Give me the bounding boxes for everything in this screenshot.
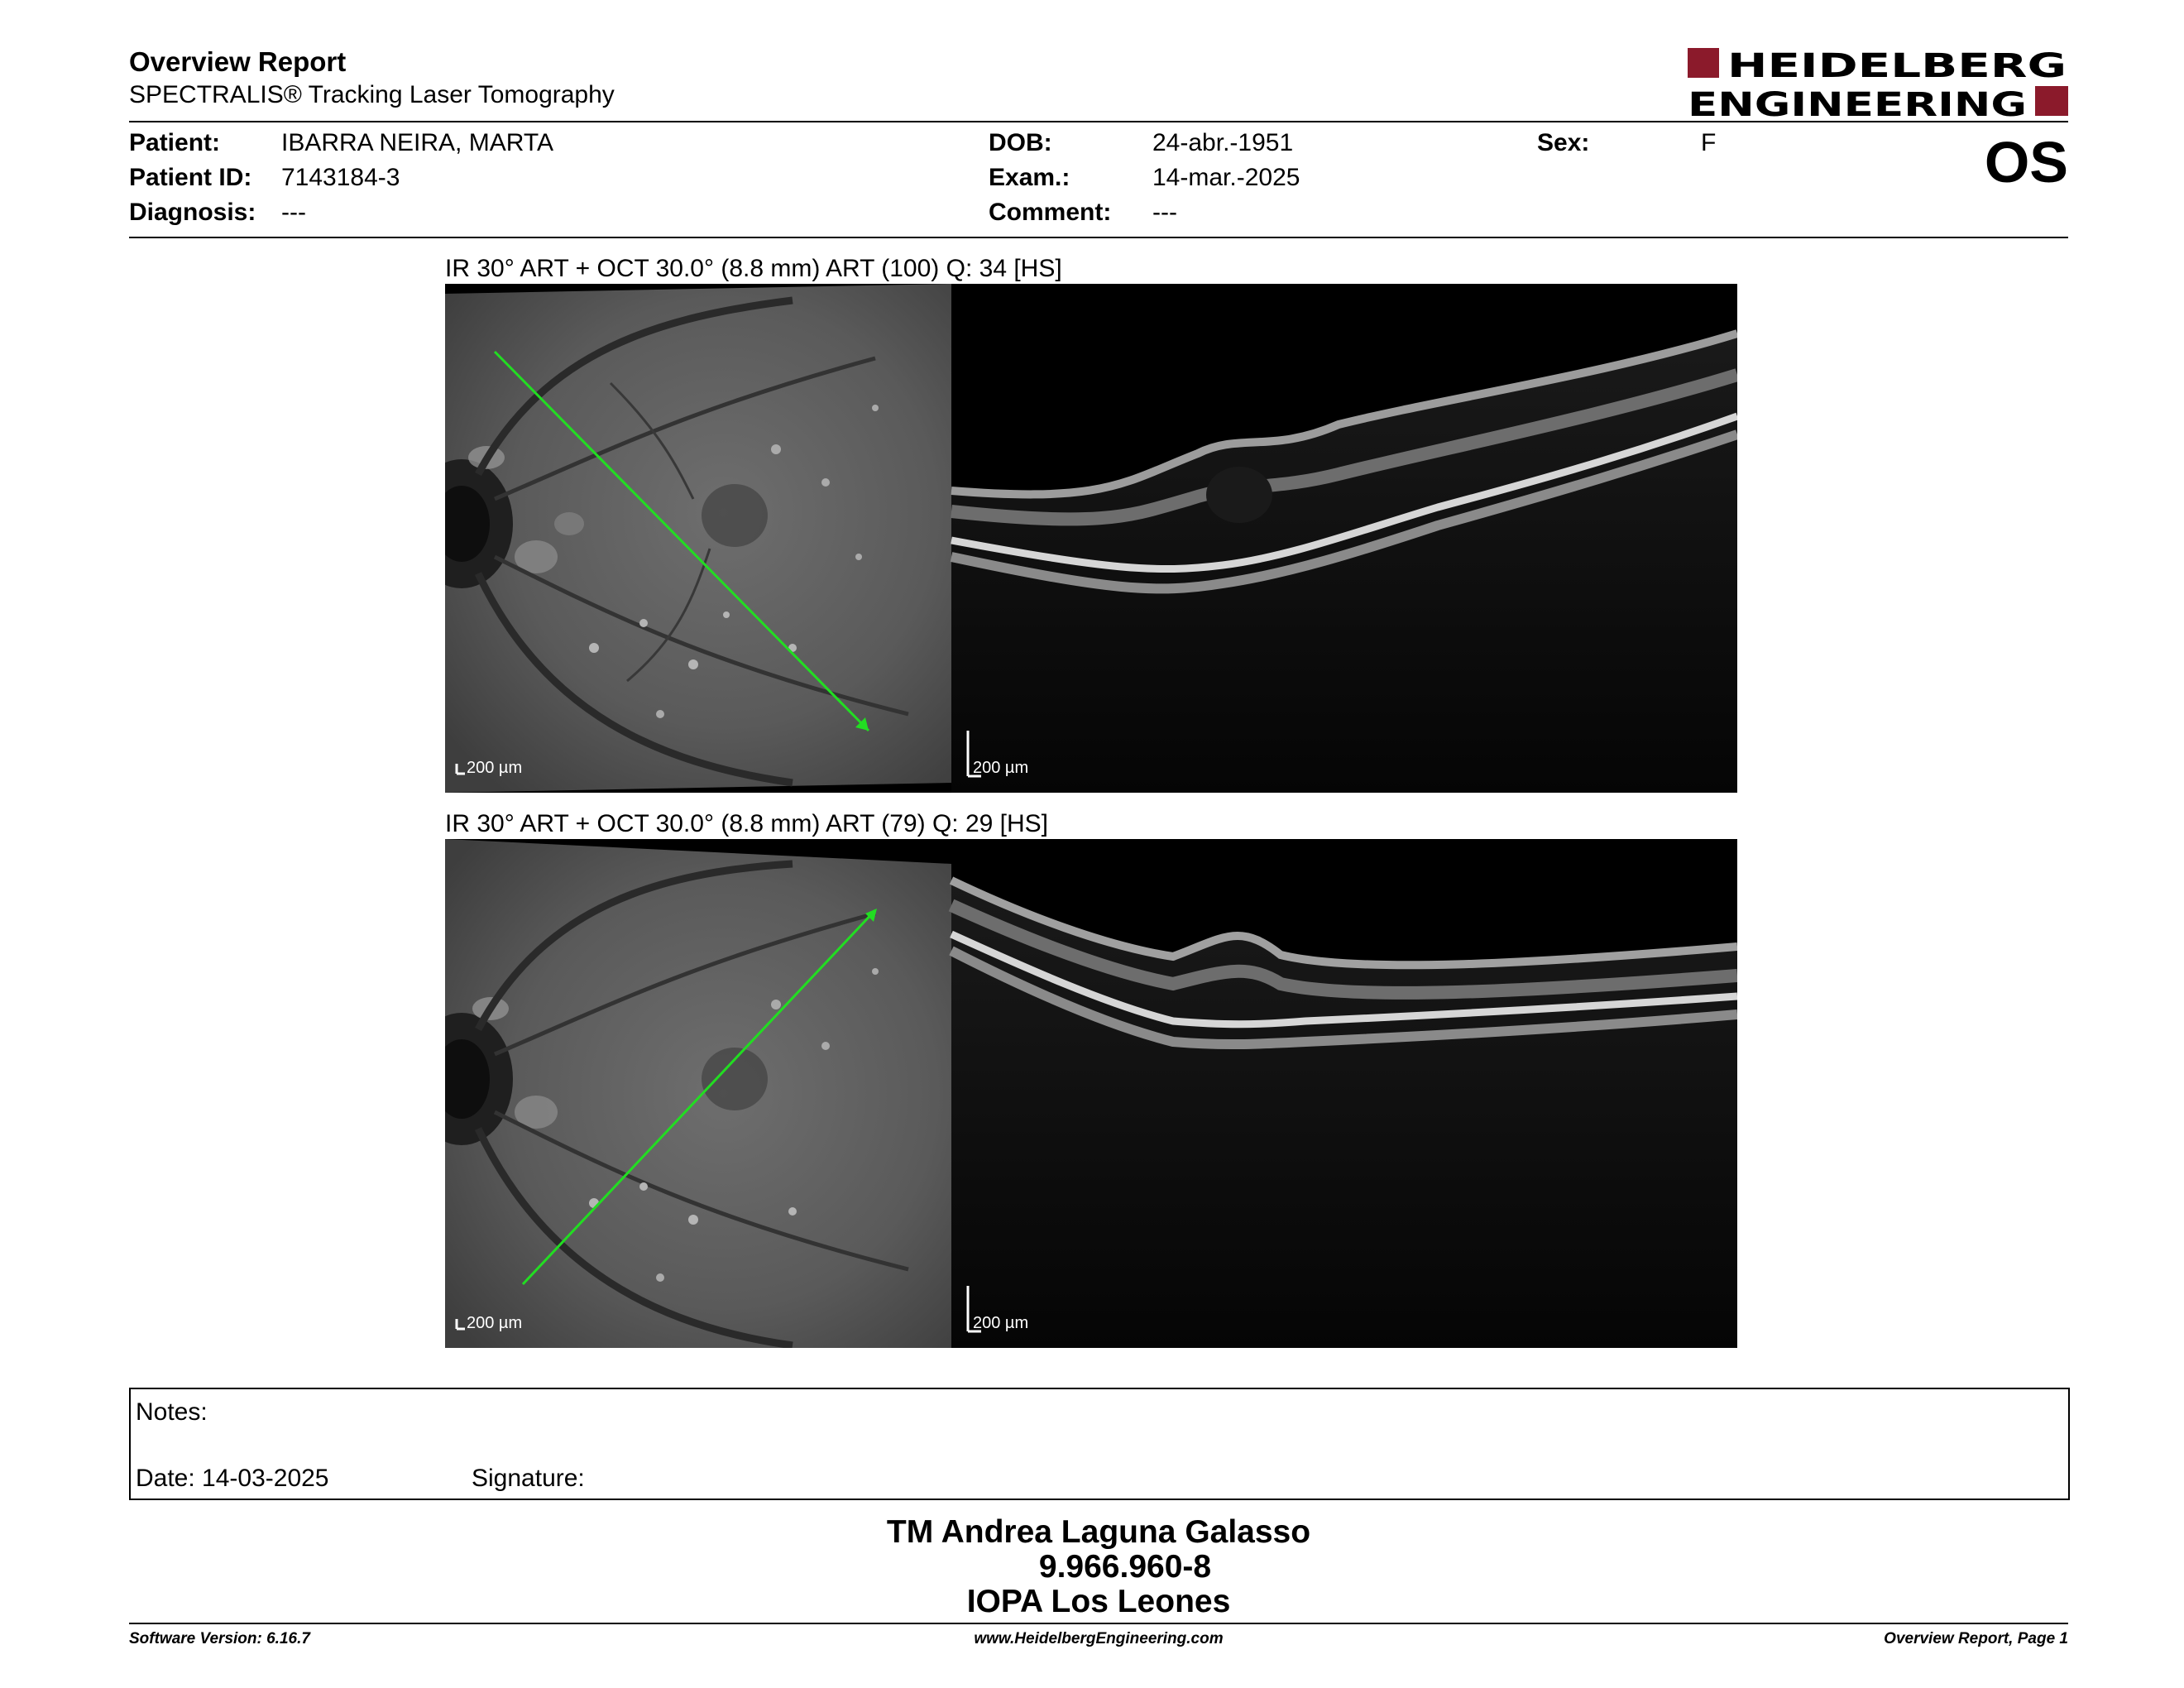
page-number: Overview Report, Page 1 bbox=[1884, 1630, 2068, 1647]
notes-box[interactable] bbox=[129, 1388, 2070, 1500]
scan-panel-2 bbox=[445, 839, 1737, 1348]
heidelberg-logo bbox=[1688, 45, 2068, 119]
scan-caption-1: IR 30° ART + OCT 30.0° (8.8 mm) ART (100) Q: 34 [HS] bbox=[445, 255, 1062, 282]
scan-caption-2: IR 30° ART + OCT 30.0° (8.8 mm) ART (79) Q: 29 [HS] bbox=[445, 810, 1048, 837]
sex-label: Sex: bbox=[1537, 129, 1590, 156]
report-title: Overview Report bbox=[129, 46, 347, 77]
patient-id-label: Patient ID: bbox=[129, 164, 252, 191]
diagnosis-label: Diagnosis: bbox=[129, 199, 256, 226]
logo-line1: HEIDELBERG bbox=[1727, 47, 2067, 85]
patient-label: Patient: bbox=[129, 129, 221, 156]
diagnosis-value: --- bbox=[281, 199, 306, 226]
sex-value: F bbox=[1701, 129, 1717, 156]
footer-divider bbox=[129, 1623, 2068, 1624]
exam-value: 14-mar.-2025 bbox=[1152, 164, 1300, 191]
oct-bscan-image-1 bbox=[951, 284, 1737, 793]
dob-value: 24-abr.-1951 bbox=[1152, 129, 1294, 156]
ir-fundus-image-1 bbox=[445, 284, 951, 793]
patient-name: IBARRA NEIRA, MARTA bbox=[281, 129, 553, 156]
patient-divider bbox=[129, 237, 2068, 238]
ir-scale-label-1: 200 µm bbox=[467, 759, 523, 777]
report-subtitle: SPECTRALIS® Tracking Laser Tomography bbox=[129, 81, 615, 108]
scan-panel-1 bbox=[445, 284, 1737, 793]
patient-id: 7143184-3 bbox=[281, 164, 400, 191]
ir-scale-label-2: 200 µm bbox=[467, 1314, 523, 1332]
oct-scale-label-2: 200 µm bbox=[973, 1314, 1029, 1332]
exam-label: Exam.: bbox=[989, 164, 1070, 191]
signature-label: Signature: bbox=[472, 1465, 585, 1492]
signatory-clinic: IOPA Los Leones bbox=[966, 1584, 1231, 1619]
comment-label: Comment: bbox=[989, 199, 1112, 226]
dob-label: DOB: bbox=[989, 129, 1052, 156]
notes-label: Notes: bbox=[136, 1398, 208, 1426]
date-label: Date: 14-03-2025 bbox=[136, 1465, 329, 1492]
header-divider bbox=[129, 121, 2068, 122]
eye-indicator: OS bbox=[1984, 130, 2068, 194]
logo-line2: ENGINEERING bbox=[1688, 86, 2027, 119]
comment-value: --- bbox=[1152, 199, 1177, 226]
signatory-id: 9.966.960-8 bbox=[1038, 1549, 1212, 1585]
ir-fundus-image-2 bbox=[445, 839, 951, 1348]
software-version: Software Version: 6.16.7 bbox=[129, 1630, 310, 1647]
signatory-name: TM Andrea Laguna Galasso bbox=[886, 1514, 1311, 1550]
oct-scale-label-1: 200 µm bbox=[973, 759, 1029, 777]
oct-bscan-image-2 bbox=[951, 839, 1737, 1348]
website-link[interactable]: www.HeidelbergEngineering.com bbox=[974, 1630, 1224, 1647]
